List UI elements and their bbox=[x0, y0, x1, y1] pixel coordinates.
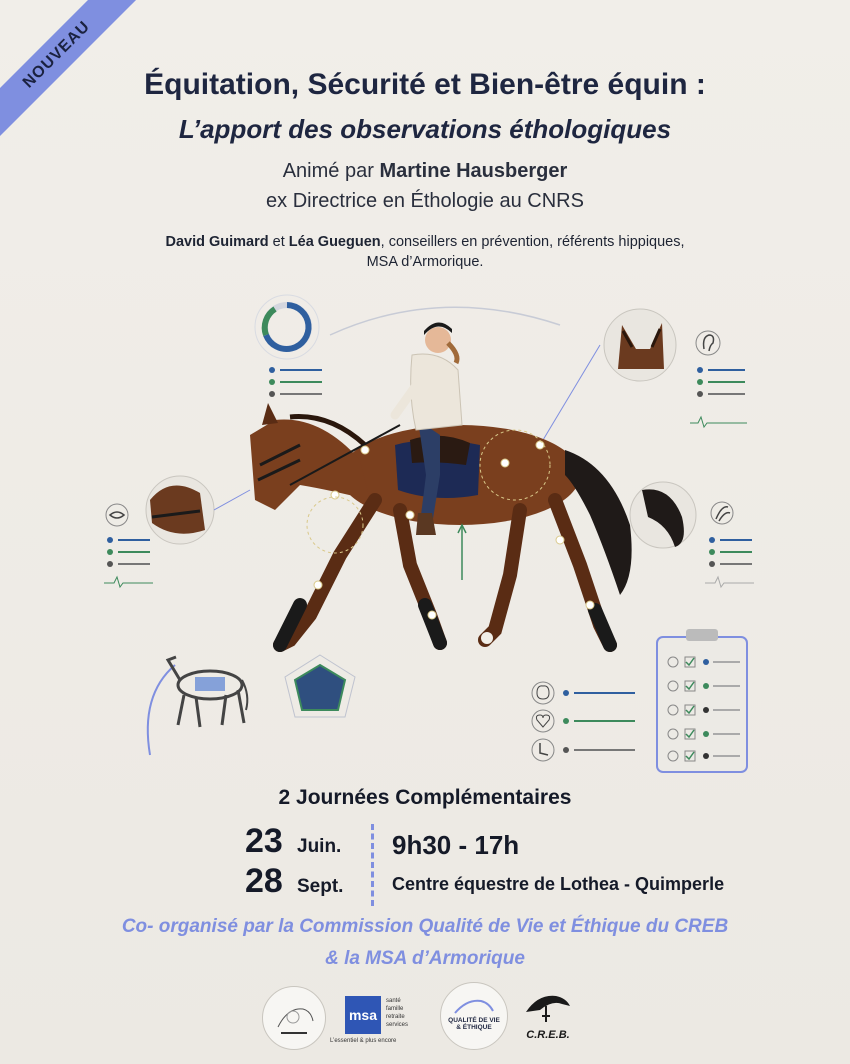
stat-lines-bottom bbox=[563, 690, 635, 753]
horse-analysis-illustration bbox=[0, 285, 850, 785]
date-2 bbox=[245, 862, 380, 902]
coorganizer-line-1: Co- organisé par la Commission Qualité de Vie et Éthique du CREB bbox=[121, 916, 729, 937]
msa-line-2: famille bbox=[386, 1006, 404, 1012]
msa-logo: msa bbox=[345, 996, 381, 1034]
venue: Centre équestre de Lothea - Quimperle bbox=[392, 874, 725, 894]
advisors bbox=[60, 232, 790, 272]
msa-line-3: retraite bbox=[386, 1014, 405, 1020]
new-ribbon-label: NOUVEAU bbox=[19, 17, 94, 92]
page-title: Équitation, Sécurité et Bien-être équin : bbox=[144, 68, 706, 101]
advisor-joiner: et bbox=[268, 234, 289, 250]
decor-arc-left bbox=[148, 665, 175, 755]
coorganizer-line-2: & la MSA d’Armorique bbox=[325, 948, 525, 969]
advisor-org: MSA d’Armorique. bbox=[366, 254, 484, 270]
date-2-month: Sept. bbox=[297, 876, 344, 897]
donut-chart-icon bbox=[255, 295, 319, 359]
host-prefix: Animé par bbox=[282, 160, 380, 182]
session-dates bbox=[245, 822, 380, 902]
creb-label: C.R.E.B. bbox=[526, 1029, 570, 1041]
advisor-name-2: Léa Gueguen bbox=[288, 234, 381, 250]
clipboard-icon bbox=[657, 629, 747, 772]
stat-lines-left bbox=[104, 537, 153, 587]
skeleton-horse-icon bbox=[168, 657, 247, 727]
msa-line-4: services bbox=[386, 1022, 409, 1028]
msa-line-1: santé bbox=[386, 998, 401, 1004]
mouth-closeup bbox=[146, 476, 214, 544]
leg-icon bbox=[532, 739, 554, 761]
stat-lines-right bbox=[705, 537, 754, 587]
heart-icon bbox=[532, 710, 554, 732]
pointer-mouth bbox=[214, 490, 250, 510]
date-divider bbox=[371, 824, 374, 906]
host-role: ex Directrice en Éthologie au CNRS bbox=[266, 190, 584, 212]
date-1 bbox=[245, 822, 380, 862]
equestrian-club-logo bbox=[262, 986, 326, 1050]
qve-label: QUALITÉ DE VIE & ÉTHIQUE bbox=[448, 1017, 500, 1031]
ear-icon bbox=[696, 331, 720, 355]
date-1-month: Juin. bbox=[297, 836, 342, 857]
pointer-ears bbox=[540, 345, 600, 445]
session-hours: 9h30 - 17h bbox=[392, 830, 520, 860]
date-1-day: 23 bbox=[245, 822, 283, 860]
brain-icon bbox=[532, 682, 554, 704]
host-name: Martine Hausberger bbox=[379, 160, 568, 182]
tail-closeup bbox=[630, 482, 696, 548]
days-heading: 2 Journées Complémentaires bbox=[278, 786, 572, 809]
radar-chart-icon bbox=[285, 655, 355, 717]
msa-lines bbox=[386, 997, 408, 1029]
advisor-name-1: David Guimard bbox=[165, 234, 269, 250]
advisor-roles: , conseillers en prévention, référents hippiques, bbox=[380, 234, 685, 250]
mouth-icon bbox=[106, 504, 128, 526]
page-subtitle: L’apport des observations éthologiques bbox=[178, 114, 672, 144]
ears-closeup bbox=[604, 309, 676, 381]
stat-lines-top-right bbox=[690, 367, 747, 427]
tail-icon bbox=[711, 502, 733, 524]
partner-logos bbox=[0, 980, 850, 1064]
qve-logo bbox=[440, 982, 508, 1050]
host-line bbox=[0, 160, 850, 183]
msa-tagline: L’essentiel & plus encore bbox=[330, 1038, 397, 1044]
creb-logo bbox=[522, 990, 574, 1046]
date-2-day: 28 bbox=[245, 862, 283, 900]
stat-lines-top-left bbox=[269, 367, 322, 397]
